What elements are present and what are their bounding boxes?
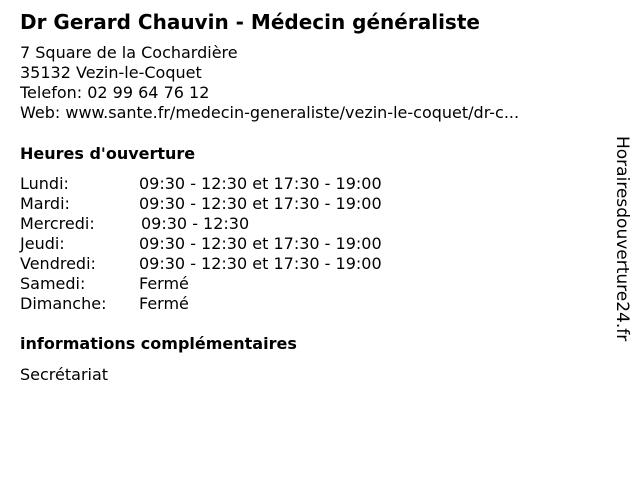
day-label: Dimanche: (20, 294, 107, 313)
page-title: Dr Gerard Chauvin - Médecin généraliste (20, 10, 480, 34)
day-label: Mardi: (20, 194, 70, 213)
day-label: Lundi: (20, 174, 69, 193)
address-phone: Telefon: 02 99 64 76 12 (20, 83, 210, 102)
day-label: Samedi: (20, 274, 86, 293)
time-value: Fermé (139, 294, 189, 313)
address-street: 7 Square de la Cochardière (20, 43, 238, 62)
additional-info-heading: informations complémentaires (20, 334, 297, 353)
site-watermark: Horairesdouverture24.fr (612, 136, 632, 342)
time-value: 09:30 - 12:30 et 17:30 - 19:00 (139, 254, 382, 273)
address-block (20, 43, 519, 123)
address-web: Web: www.sante.fr/medecin-generaliste/vezin-le-coquet/dr-c... (20, 103, 520, 122)
opening-hours-heading: Heures d'ouverture (20, 144, 196, 163)
day-label: Jeudi: (20, 234, 65, 253)
day-label: Vendredi: (20, 254, 96, 273)
time-value: 09:30 - 12:30 et 17:30 - 19:00 (139, 194, 382, 213)
time-value: 09:30 - 12:30 et 17:30 - 19:00 (139, 234, 382, 253)
address-city: 35132 Vezin-le-Coquet (20, 63, 202, 82)
time-value: Fermé (139, 274, 189, 293)
additional-info-text: Secrétariat (20, 365, 109, 384)
time-value: 09:30 - 12:30 (141, 214, 250, 233)
day-label: Mercredi: (20, 214, 95, 233)
time-value: 09:30 - 12:30 et 17:30 - 19:00 (139, 174, 382, 193)
